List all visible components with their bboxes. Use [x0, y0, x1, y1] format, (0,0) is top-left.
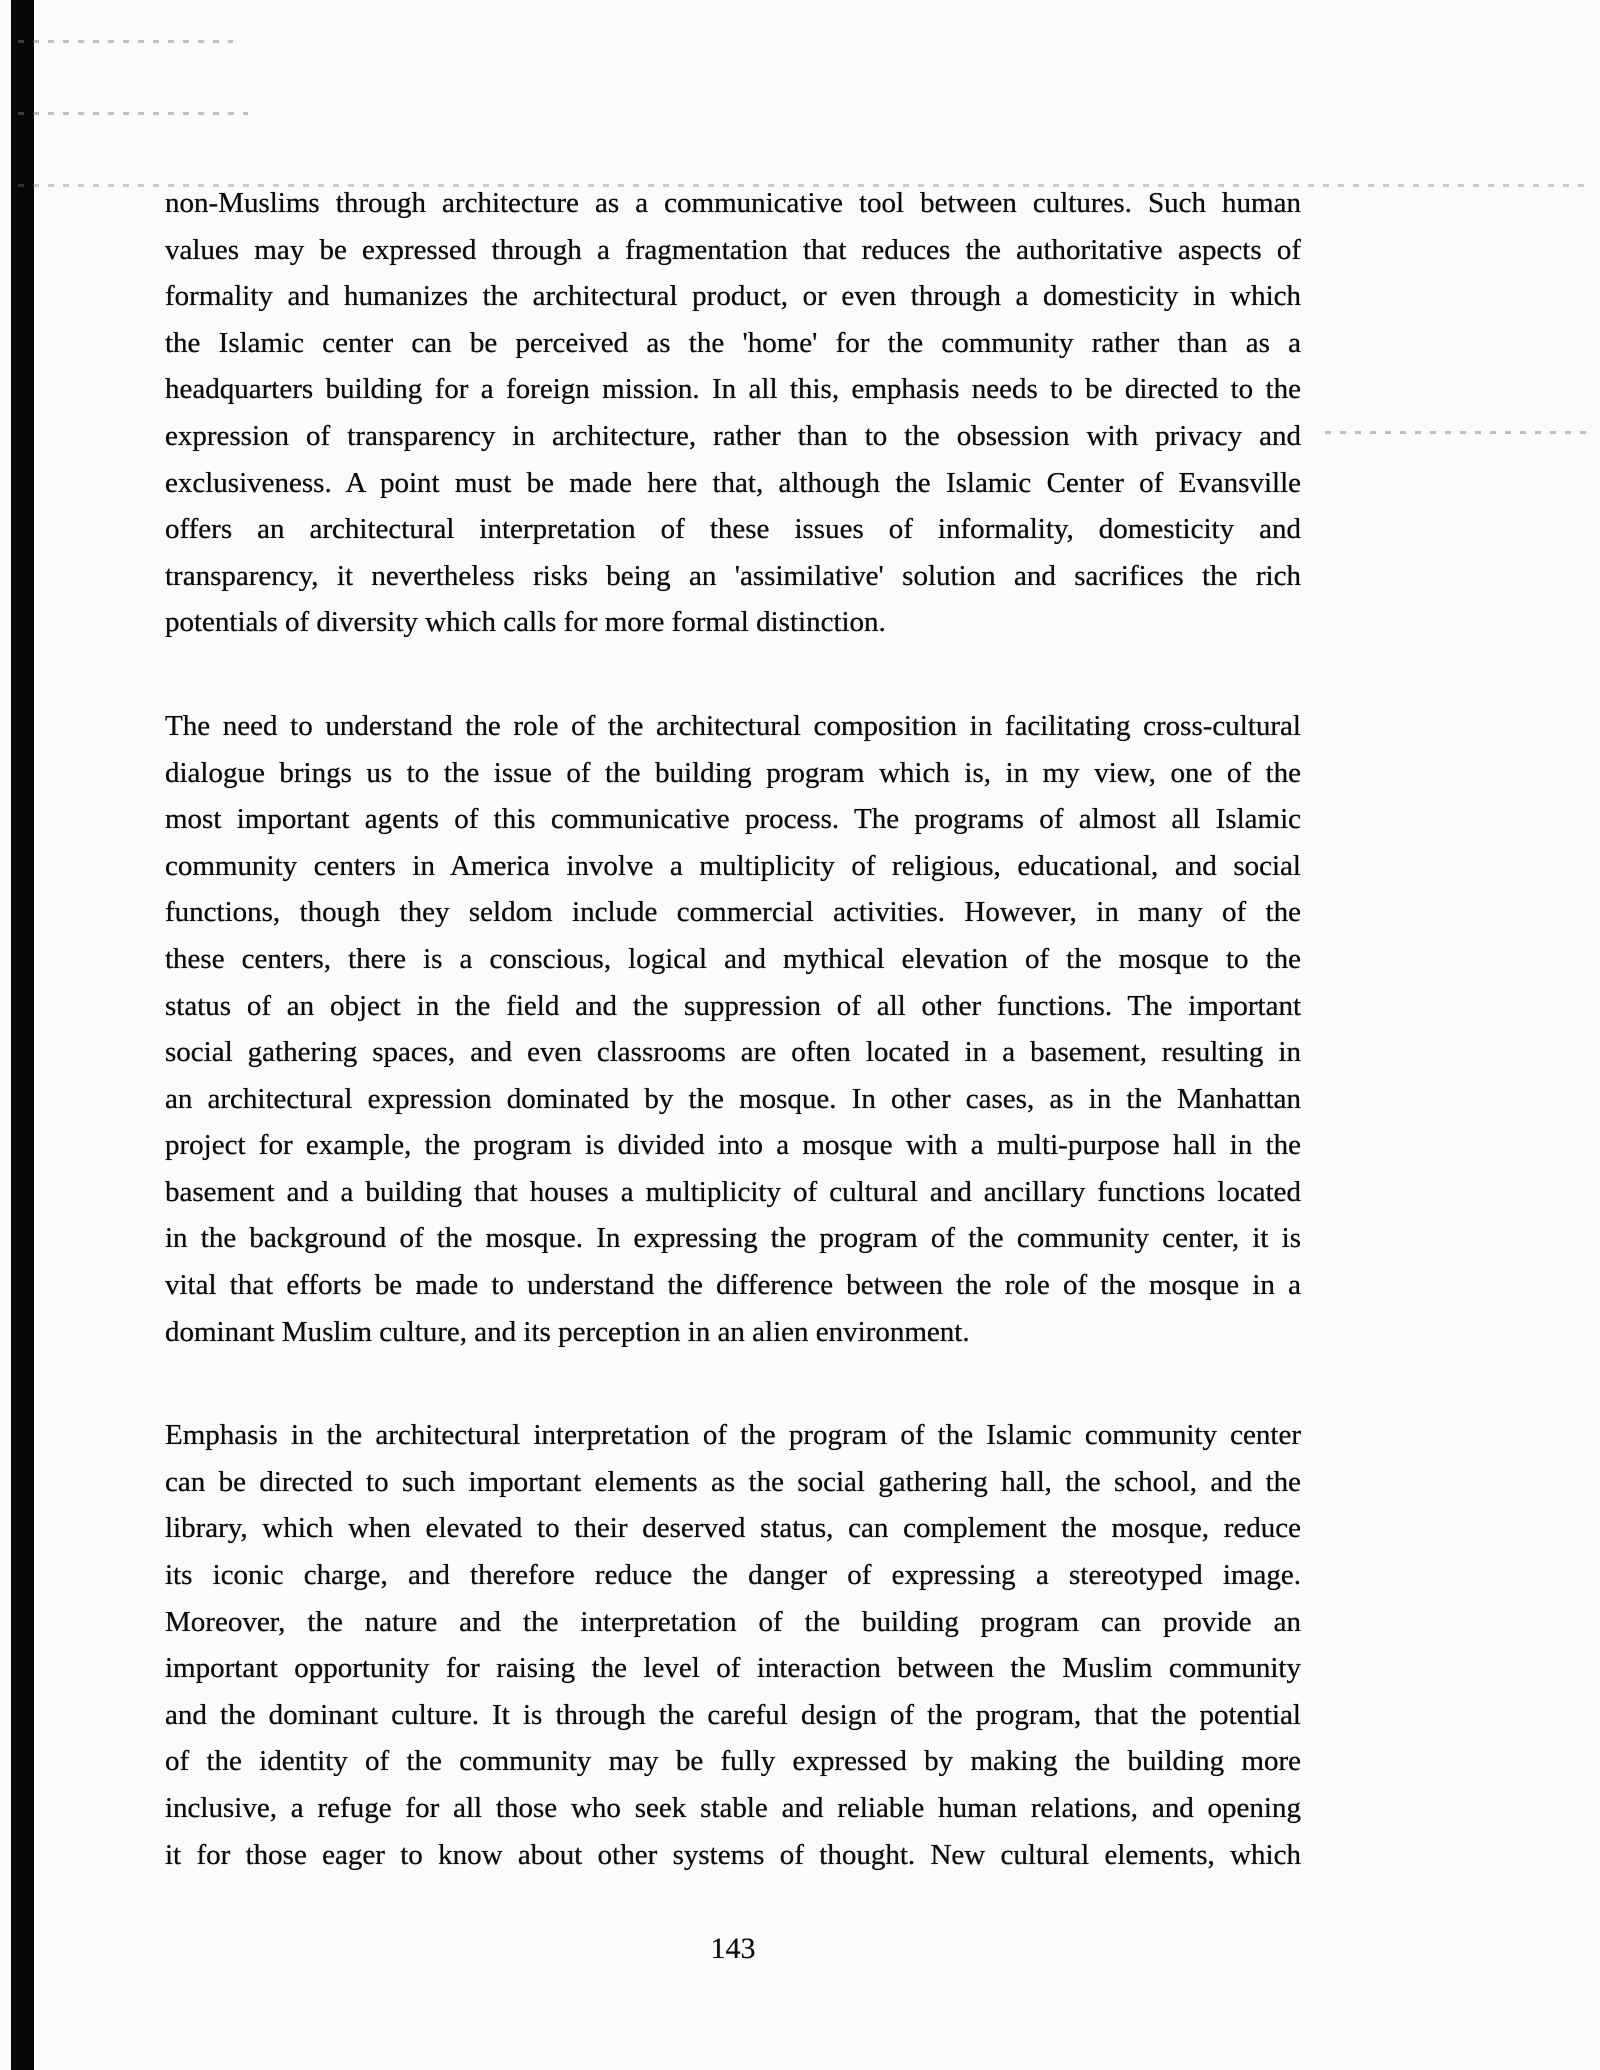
paragraph [165, 1412, 1301, 1878]
text-line: its iconic charge, and therefore reduce the danger of expressing a stereotyped image. [165, 1559, 1301, 1592]
text-line: of the identity of the community may be fully expressed by making the building more [165, 1745, 1301, 1778]
text-line: exclusiveness. A point must be made here that, although the Islamic Center of Evansville [165, 466, 1301, 499]
text-line: most important agents of this communicative process. The programs of almost all Islamic [165, 803, 1301, 836]
text-line: formality and humanizes the architectural product, or even through a domesticity in which [165, 280, 1301, 313]
text-line: expression of transparency in architecture, rather than to the obsession with privacy and [165, 419, 1301, 452]
text-line: the Islamic center can be perceived as the 'home' for the community rather than as a [165, 326, 1301, 359]
text-line: The need to understand the role of the architectural composition in facilitating cross-cultural [165, 709, 1301, 742]
page-number: 143 [710, 1932, 756, 1965]
text-line: important opportunity for raising the level of interaction between the Muslim community [165, 1652, 1301, 1685]
text-line: headquarters building for a foreign mission. In all this, emphasis needs to be directed to the [165, 373, 1301, 406]
scan-artifact-line [1325, 431, 1590, 434]
text-line: it for those eager to know about other systems of thought. New cultural elements, which [165, 1838, 1301, 1871]
text-line: and the dominant culture. It is through the careful design of the program, that the potential [165, 1698, 1301, 1731]
text-line: transparency, it nevertheless risks being an 'assimilative' solution and sacrifices the rich [165, 559, 1301, 592]
text-line: non-Muslims through architecture as a communicative tool between cultures. Such human [165, 187, 1301, 219]
paragraph [165, 180, 1301, 646]
text-line: values may be expressed through a fragmentation that reduces the authoritative aspects of [165, 233, 1301, 266]
text-line: library, which when elevated to their deserved status, can complement the mosque, reduce [165, 1512, 1301, 1545]
paragraph [165, 703, 1301, 1355]
scan-edge-strip [11, 0, 34, 2070]
text-line: functions, though they seldom include commercial activities. However, in many of the [165, 896, 1301, 929]
scan-artifact-line [18, 40, 233, 43]
text-line: Emphasis in the architectural interpretation of the program of the Islamic community center [165, 1419, 1301, 1452]
text-line: inclusive, a refuge for all those who seek stable and reliable human relations, and opening [165, 1792, 1301, 1824]
text-line: can be directed to such important elements as the social gathering hall, the school, and the [165, 1465, 1301, 1498]
text-line: social gathering spaces, and even classrooms are often located in a basement, resulting in [165, 1036, 1301, 1069]
text-line: vital that efforts be made to understand the difference between the role of the mosque in a [165, 1269, 1301, 1302]
text-line: an architectural expression dominated by the mosque. In other cases, as in the Manhattan [165, 1082, 1301, 1115]
text-line: in the background of the mosque. In expressing the program of the community center, it is [165, 1222, 1301, 1255]
text-line: Moreover, the nature and the interpretation of the building program can provide an [165, 1605, 1301, 1638]
text-line: potentials of diversity which calls for more formal distinction. [165, 606, 886, 639]
text-line: these centers, there is a conscious, logical and mythical elevation of the mosque to the [165, 942, 1301, 975]
text-line: project for example, the program is divided into a mosque with a multi-purpose hall in the [165, 1129, 1301, 1162]
text-line: dominant Muslim culture, and its perception in an alien environment. [165, 1315, 970, 1348]
text-line: status of an object in the field and the suppression of all other functions. The important [165, 989, 1301, 1022]
text-line: basement and a building that houses a multiplicity of cultural and ancillary functions located [165, 1175, 1301, 1208]
text-line: offers an architectural interpretation of these issues of informality, domesticity and [165, 513, 1301, 546]
text-line: community centers in America involve a multiplicity of religious, educational, and social [165, 849, 1301, 882]
body-text [165, 180, 1301, 1935]
text-line: dialogue brings us to the issue of the building program which is, in my view, one of the [165, 756, 1301, 789]
scan-artifact-line [18, 112, 248, 115]
